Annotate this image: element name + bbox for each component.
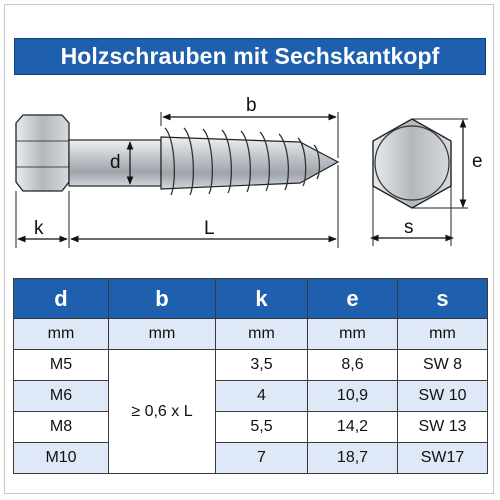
label-k: k [34,218,44,239]
cell-k: 4 [216,381,308,412]
cell-e: 10,9 [308,381,398,412]
label-e: e [472,151,483,172]
cell-k: 5,5 [216,412,308,443]
unit-e: mm [308,319,398,350]
cell-k: 3,5 [216,350,308,381]
cell-s: SW17 [398,443,488,474]
header-s: s [398,279,488,319]
unit-d: mm [14,319,109,350]
unit-k: mm [216,319,308,350]
table-row [14,350,488,381]
screw-thread [161,128,338,195]
header-k: k [216,279,308,319]
header-e: e [308,279,398,319]
table-row [14,381,488,412]
cell-s: SW 13 [398,412,488,443]
unit-s: mm [398,319,488,350]
header-d: d [14,279,109,319]
cell-d: M5 [14,350,109,381]
table-units-row [14,319,488,350]
table-row [14,443,488,474]
page-title: Holzschrauben mit Sechskantkopf [60,43,440,69]
cell-b-merged: ≥ 0,6 x L [109,350,216,474]
header-b: b [109,279,216,319]
dimension-table [13,278,488,474]
label-b: b [246,95,257,116]
cell-s: SW 8 [398,350,488,381]
unit-b: mm [109,319,216,350]
cell-e: 18,7 [308,443,398,474]
table-row [14,412,488,443]
cell-s: SW 10 [398,381,488,412]
label-s: s [404,217,414,238]
table-header-row [14,279,488,319]
cell-d: M10 [14,443,109,474]
cell-e: 8,6 [308,350,398,381]
hex-head-end-view [373,119,468,246]
label-d: d [110,152,121,173]
cell-d: M6 [14,381,109,412]
screw-head [16,115,69,191]
cell-e: 14,2 [308,412,398,443]
cell-d: M8 [14,412,109,443]
label-L: L [204,218,215,239]
cell-k: 7 [216,443,308,474]
